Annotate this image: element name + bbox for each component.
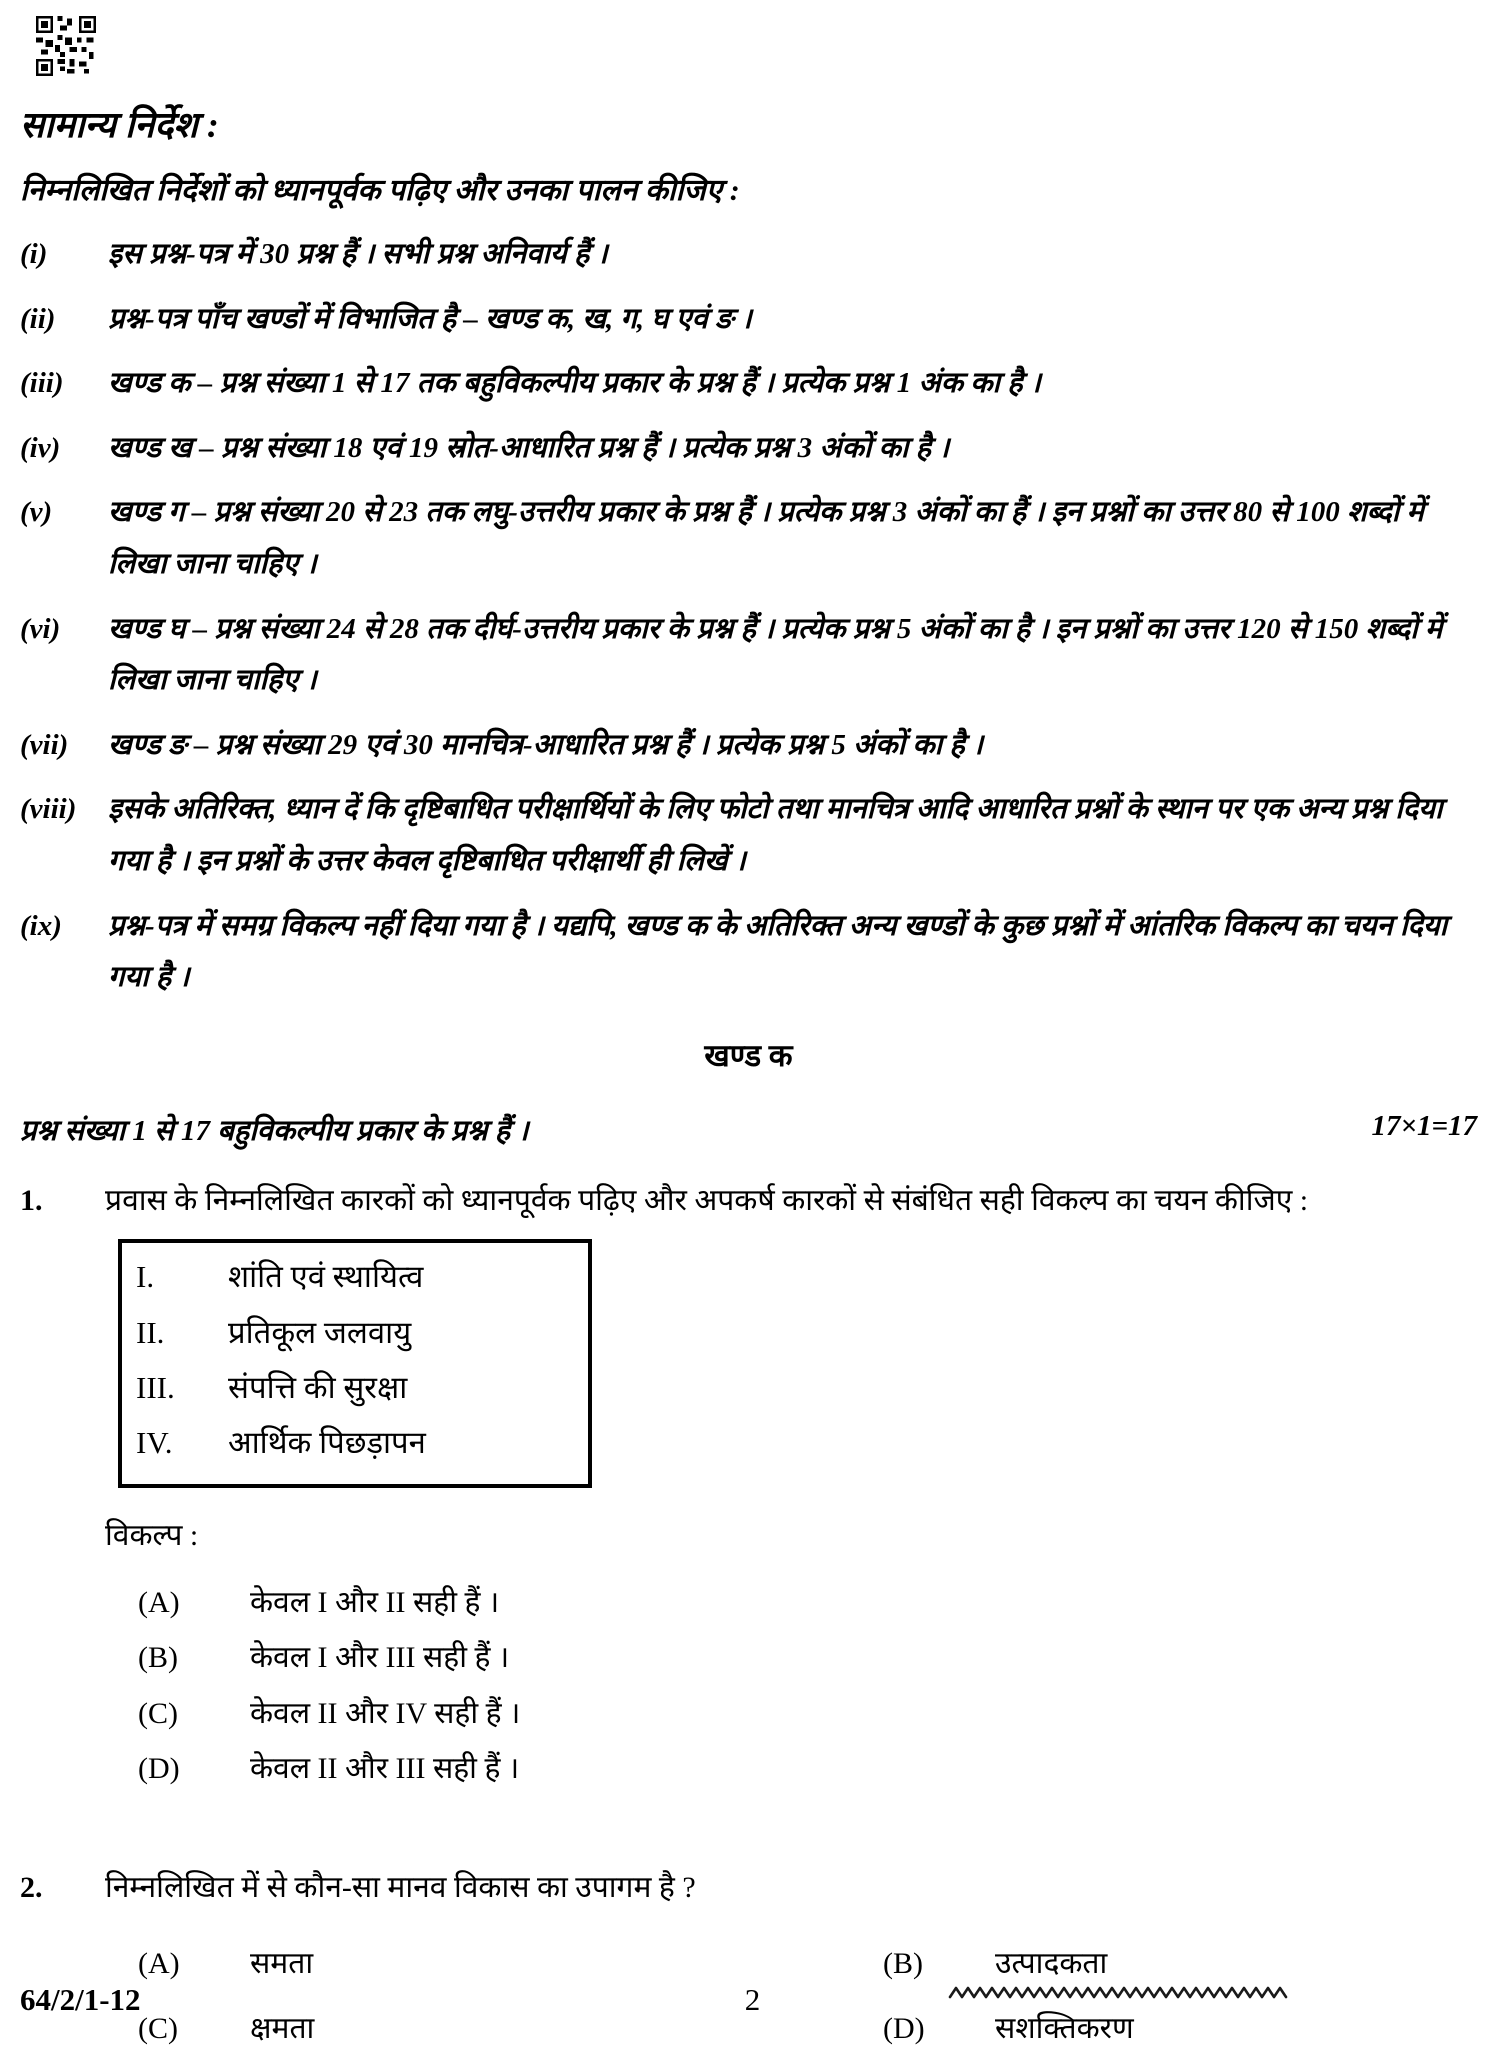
- question-text: प्रवास के निम्नलिखित कारकों को ध्यानपूर्वक पढ़िए और अपकर्ष कारकों से संबंधित सही विकल्प का चयन कीजिए :: [105, 1183, 1309, 1217]
- option-letter: (A): [138, 1947, 180, 1981]
- instruction-segment: – प्रश्न संख्या 24 से 28 तक दीर्घ-उत्तरीय प्रकार के प्रश्न हैं । प्रत्येक प्रश्न 5 अंकों का है । इन प्रश्नों का उत्तर 120 से 150 शब्दों में लिखा जाना चाहिए ।: [108, 612, 1443, 697]
- option-text: क्षमता: [250, 2011, 315, 2045]
- option-item: [883, 1944, 1477, 1985]
- option-text: समता: [250, 1947, 314, 1981]
- q1-options: [20, 1583, 1477, 1790]
- instruction-segment: प्रश्न-पत्र: [108, 302, 195, 335]
- instruction-segment: – प्रश्न संख्या 1 से 17 तक बहुविकल्पीय प्रकार के प्रश्न हैं । प्रत्येक प्रश्न 1 अंक का है ।: [190, 367, 1041, 400]
- options-label: विकल्प :: [105, 1519, 199, 1553]
- footer-paper-code: 64/2/1-12: [20, 1982, 141, 2017]
- factors-box: [118, 1239, 592, 1488]
- option-letter: (B): [138, 1641, 178, 1675]
- instruction-segment: खण्ड ख: [108, 431, 192, 464]
- instruction-segment: – प्रश्न संख्या 20 से 23 तक लघु-उत्तरीय प्रकार के प्रश्न हैं । प्रत्येक प्रश्न 3 अंकों का हैं । इन प्रश्नों का उत्तर 80 से 100 शब्दों में लिखा जाना चाहिए ।: [108, 496, 1424, 581]
- instruction-segment: इसके अतिरिक्त, ध्यान दें कि दृष्टिबाधित परीक्षार्थियों के लिए फोटो तथा मानचित्र आदि आधारित प्रश्नों के स्थान पर एक अन्य प्रश्न दिया गया है । इन प्रश्नों के उत्तर केवल दृष्टिबाधित परीक्षार्थी ही लिखें ।: [108, 793, 1443, 878]
- option-item: [138, 1749, 1477, 1790]
- box-item: [136, 1249, 574, 1304]
- box-item-numeral: III.: [136, 1369, 175, 1405]
- instruction-number: (vi): [20, 612, 61, 645]
- section-subtitle: प्रश्न संख्या 1 से 17 बहुविकल्पीय प्रकार के प्रश्न हैं ।: [20, 1114, 529, 1147]
- instruction-text: [108, 294, 1477, 346]
- option-item: [138, 1944, 883, 1985]
- instruction-text: [108, 358, 1477, 410]
- option-text: सशक्तिकरण: [995, 2011, 1134, 2045]
- option-letter: (D): [883, 2011, 925, 2045]
- question-text: निम्नलिखित में से कौन-सा मानव विकास का उपागम है ?: [105, 1870, 696, 1904]
- box-item-text: संपत्ति की सुरक्षा: [228, 1369, 408, 1405]
- instruction-text: [108, 487, 1477, 590]
- footer-page-number: 2: [744, 1982, 761, 2017]
- instruction-number: (iii): [20, 367, 64, 400]
- instruction-text: [108, 901, 1477, 1004]
- option-letter: (A): [138, 1585, 180, 1619]
- instruction-segment: खण्ड क, ख, ग, घ एवं ङ: [485, 302, 734, 335]
- box-item-text: शांति एवं स्थायित्व: [228, 1259, 424, 1295]
- instruction-segment: ।: [733, 302, 752, 335]
- instruction-number: (iv): [20, 431, 61, 464]
- instruction-segment: खण्ड ङ: [108, 728, 187, 761]
- box-item-text: प्रतिकूल जलवायु: [228, 1314, 412, 1350]
- question-number: 1.: [20, 1183, 43, 1217]
- option-item: [138, 1638, 1477, 1679]
- instruction-item: [20, 901, 1477, 1004]
- instruction-segment: खण्ड क: [108, 367, 191, 400]
- option-letter: (C): [138, 2011, 178, 2045]
- option-text: केवल II और IV सही हैं ।: [250, 1696, 521, 1730]
- box-item: [136, 1360, 574, 1415]
- box-item-numeral: IV.: [136, 1424, 173, 1460]
- instruction-segment: खण्ड घ: [108, 612, 186, 645]
- instruction-segment: प्रश्न-पत्र में समग्र विकल्प नहीं दिया गया है । यद्यपि, खण्ड क के अतिरिक्त अन्य खण्डों के कुछ प्रश्नों में आंतरिक विकल्प का चयन दिया गया है ।: [108, 909, 1448, 994]
- box-item-numeral: II.: [136, 1314, 165, 1350]
- section-title: खण्ड क: [704, 1037, 793, 1073]
- instruction-text: [108, 423, 1477, 475]
- general-instructions-heading: सामान्य निर्देश :: [20, 105, 219, 145]
- option-letter: (B): [883, 1947, 923, 1981]
- option-letter: (C): [138, 1696, 178, 1730]
- instruction-number: (viii): [20, 793, 77, 826]
- squiggle-line: [948, 1982, 1293, 2004]
- instruction-text: [108, 720, 1477, 772]
- option-text: केवल I और II सही हैं ।: [250, 1585, 500, 1619]
- general-instructions-intro: निम्नलिखित निर्देशों को ध्यानपूर्वक पढ़िए और उनका पालन कीजिए :: [20, 174, 740, 207]
- instruction-item: [20, 487, 1477, 590]
- instruction-segment: पाँच: [194, 302, 237, 335]
- option-item: [138, 1694, 1477, 1735]
- instruction-item: [20, 423, 1477, 475]
- instruction-segment: खण्डों में विभाजित है –: [236, 302, 486, 335]
- box-item-numeral: I.: [136, 1259, 155, 1295]
- instruction-number: (ii): [20, 302, 56, 335]
- section-marks: 17×1=17: [1371, 1109, 1477, 1142]
- question-number: 2.: [20, 1870, 43, 1904]
- question-1: [20, 1175, 1477, 1790]
- instruction-item: [20, 720, 1477, 772]
- instruction-segment: ।: [589, 238, 608, 270]
- option-item: [138, 1583, 1477, 1624]
- instruction-text: [108, 604, 1477, 707]
- option-text: केवल II और III सही हैं ।: [250, 1752, 520, 1786]
- instruction-segment: – प्रश्न संख्या 18 एवं 19 स्रोत-आधारित प्रश्न हैं । प्रत्येक प्रश्न 3 अंकों का है ।: [191, 431, 950, 464]
- instruction-number: (i): [20, 238, 48, 270]
- instruction-segment: सभी प्रश्न अनिवार्य हैं: [381, 238, 590, 270]
- option-text: उत्पादकता: [995, 1947, 1108, 1981]
- instructions-list: [20, 229, 1477, 1004]
- instruction-number: (v): [20, 496, 53, 529]
- instruction-segment: खण्ड ग: [108, 496, 185, 529]
- instruction-text: [108, 229, 1477, 281]
- instruction-item: [20, 229, 1477, 281]
- option-text: केवल I और III सही हैं ।: [250, 1641, 510, 1675]
- instruction-item: [20, 784, 1477, 887]
- instruction-segment: – प्रश्न संख्या 29 एवं 30 मानचित्र-आधारित प्रश्न हैं । प्रत्येक प्रश्न 5 अंकों का है ।: [186, 728, 984, 761]
- instruction-text: [108, 784, 1477, 887]
- general-instructions: [20, 99, 1477, 1004]
- instruction-item: [20, 294, 1477, 346]
- section-subtitle-row: [20, 1110, 1477, 1149]
- option-letter: (D): [138, 1752, 180, 1786]
- instruction-segment: इस प्रश्न-पत्र में 30 प्रश्न हैं ।: [108, 238, 382, 270]
- question-2: [20, 1862, 1477, 2049]
- instruction-number: (ix): [20, 909, 62, 942]
- qr-code-icon: [34, 16, 98, 76]
- box-item-text: आर्थिक पिछड़ापन: [228, 1424, 426, 1460]
- box-item: [136, 1415, 574, 1470]
- instruction-item: [20, 358, 1477, 410]
- instruction-number: (vii): [20, 728, 69, 761]
- instruction-item: [20, 604, 1477, 707]
- box-item: [136, 1305, 574, 1360]
